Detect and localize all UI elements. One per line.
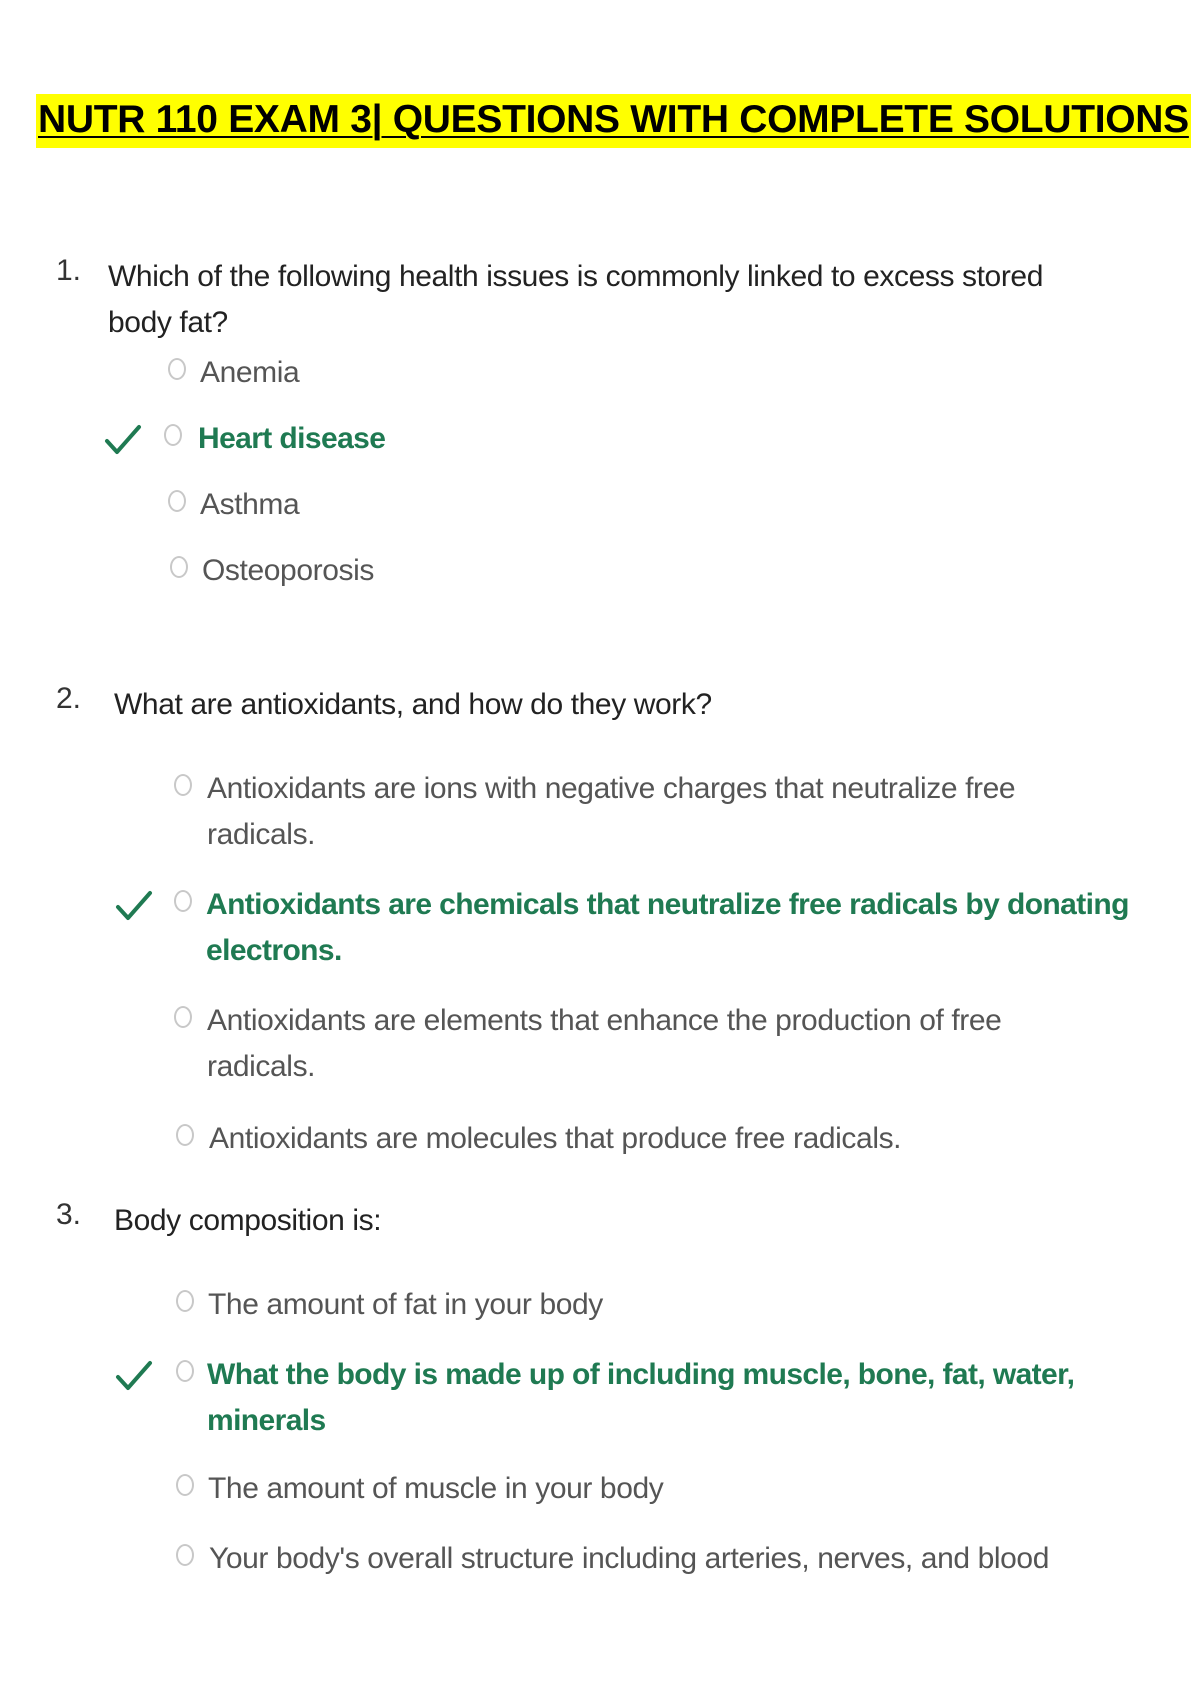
option-text: Asthma <box>200 488 300 521</box>
option-text: Your body's overall structure including arteries, nerves, and blood <box>209 1542 1049 1575</box>
option-text: Antioxidants are molecules that produce free radicals. <box>209 1122 902 1155</box>
question-text: Which of the following health issues is commonly linked to excess stored body fat? <box>108 260 1043 339</box>
option-text: Antioxidants are ions with negative charges that neutralize free radicals. <box>207 772 1016 851</box>
radio-icon[interactable] <box>168 490 186 512</box>
option-text-correct: Heart disease <box>198 422 386 455</box>
option-text: The amount of fat in your body <box>208 1288 603 1321</box>
question-text: Body composition is: <box>114 1204 382 1237</box>
radio-icon[interactable] <box>174 890 192 912</box>
option-text: Anemia <box>200 356 300 389</box>
check-icon <box>114 1358 154 1394</box>
radio-icon[interactable] <box>174 1006 192 1028</box>
radio-icon[interactable] <box>176 1290 194 1312</box>
option-text-correct: Antioxidants are chemicals that neutralize free radicals by donating electrons. <box>206 888 1129 967</box>
question-number: 1. <box>56 254 82 287</box>
option-text-correct: What the body is made up of including muscle, bone, fat, water, minerals <box>207 1358 1075 1437</box>
radio-icon[interactable] <box>168 358 186 380</box>
radio-icon[interactable] <box>164 424 182 446</box>
radio-icon[interactable] <box>170 556 188 578</box>
question-number: 3. <box>56 1198 82 1231</box>
option-text: The amount of muscle in your body <box>208 1472 664 1505</box>
radio-icon[interactable] <box>176 1544 194 1566</box>
question-text: What are antioxidants, and how do they work? <box>114 688 712 721</box>
check-icon <box>114 888 154 924</box>
check-icon <box>103 422 143 458</box>
radio-icon[interactable] <box>176 1124 194 1146</box>
option-text: Osteoporosis <box>202 554 374 587</box>
document-title: NUTR 110 EXAM 3| QUESTIONS WITH COMPLETE SOLUTIONS <box>36 94 1191 148</box>
radio-icon[interactable] <box>174 774 192 796</box>
radio-icon[interactable] <box>176 1360 194 1382</box>
option-text: Antioxidants are elements that enhance the production of free radicals. <box>207 1004 1002 1083</box>
radio-icon[interactable] <box>176 1474 194 1496</box>
question-number: 2. <box>56 682 82 715</box>
